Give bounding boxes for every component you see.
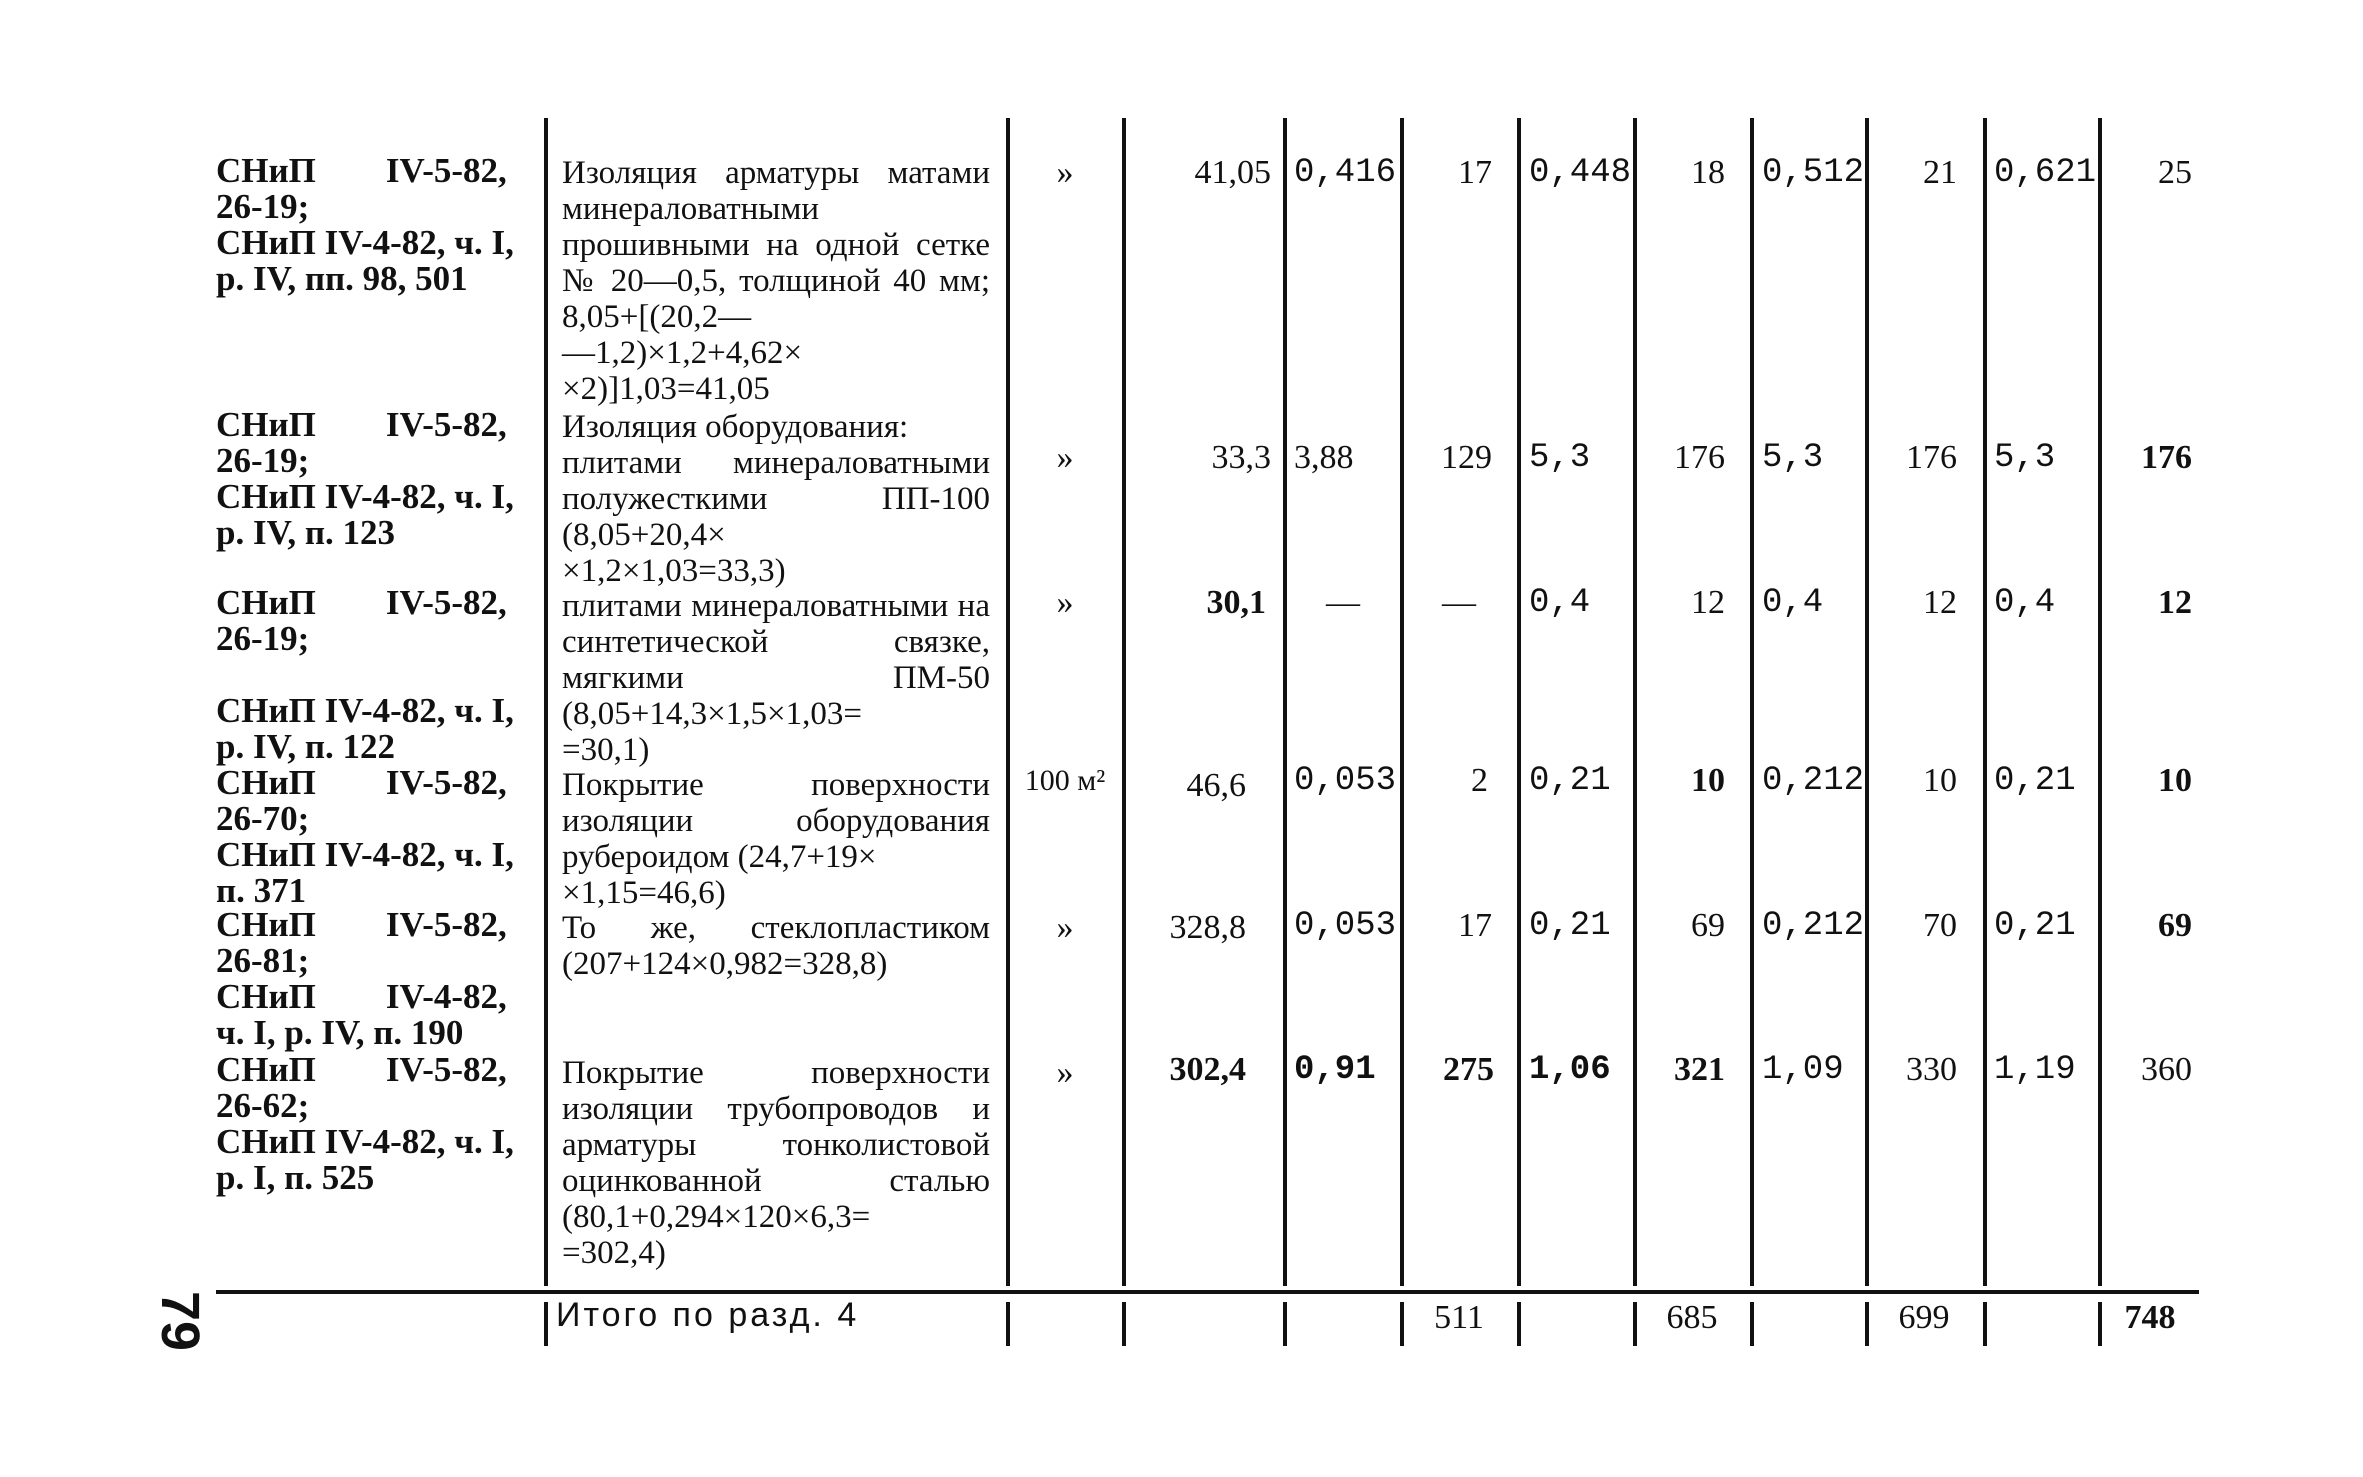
row4-reference: СНиП IV-5-82, 26-70; СНиП IV-4-82, ч. I, п. 371 bbox=[216, 763, 514, 910]
row6-b1: 275 bbox=[1443, 1051, 1494, 1088]
row1-description: Изоляция арматуры матами минераловатными прошивными на одной сетке № 20—0,5, толщиной 40 мм; 8,05+[(20,2— —1,2)×1,2+4,62× ×2)]1,03=41,05 bbox=[562, 155, 990, 407]
total-label: Итого по разд. 4 bbox=[556, 1296, 860, 1334]
row5-b3: 70 bbox=[1923, 907, 1957, 944]
total-rule bbox=[1006, 1302, 1010, 1346]
row2-a3: 5,3 bbox=[1762, 439, 1824, 477]
row6-a4: 1,19 bbox=[1994, 1051, 2076, 1089]
row3-a3: 0,4 bbox=[1762, 584, 1824, 622]
column-rule bbox=[544, 118, 548, 1286]
row1-reference: СНиП IV-5-82, 26-19; СНиП IV-4-82, ч. I, р. IV, пп. 98, 501 bbox=[216, 151, 514, 298]
column-rule bbox=[1400, 118, 1404, 1286]
row2-a2: 5,3 bbox=[1529, 439, 1591, 477]
column-rule bbox=[1122, 118, 1126, 1286]
row2-unit: » bbox=[1056, 439, 1074, 476]
row3-a2: 0,4 bbox=[1529, 584, 1591, 622]
row5-a1: 0,053 bbox=[1294, 907, 1397, 945]
row2-a1: 3,88 bbox=[1294, 439, 1354, 476]
column-rule bbox=[1517, 118, 1521, 1286]
row6-reference: СНиП IV-5-82, 26-62; СНиП IV-4-82, ч. I, р. I, п. 525 bbox=[216, 1050, 514, 1197]
row1-a2: 0,448 bbox=[1529, 154, 1632, 192]
row6-quantity: 302,4 bbox=[1169, 1051, 1246, 1088]
row4-b3: 10 bbox=[1923, 762, 1957, 799]
row6-b3: 330 bbox=[1906, 1051, 1957, 1088]
row3-a1: — bbox=[1326, 584, 1360, 621]
total-rule bbox=[1750, 1302, 1754, 1346]
row4-quantity: 46,6 bbox=[1186, 767, 1246, 804]
total-rule bbox=[1983, 1302, 1987, 1346]
row1-unit: » bbox=[1056, 154, 1074, 191]
column-rule bbox=[1006, 118, 1010, 1286]
row4-a2: 0,21 bbox=[1529, 762, 1611, 800]
row3-reference-continued: СНиП IV-4-82, ч. I, р. IV, п. 122 bbox=[216, 691, 514, 766]
row2-description: Изоляция оборудования: плитами минераловатными полужесткими ПП-100 (8,05+20,4× ×1,2×1,03=33,3) bbox=[562, 409, 990, 589]
row3-b1: — bbox=[1442, 584, 1476, 621]
row5-a2: 0,21 bbox=[1529, 907, 1611, 945]
row1-a3: 0,512 bbox=[1762, 154, 1865, 192]
row3-b4: 12 bbox=[2158, 584, 2192, 621]
row6-description: Покрытие поверхности изоляции трубопроводов и арматуры тонколистовой оцинкованной сталью (80,1+0,294×120×6,3= =302,4) bbox=[562, 1055, 990, 1271]
row3-quantity: 30,1 bbox=[1206, 584, 1266, 621]
row1-quantity: 41,05 bbox=[1194, 154, 1271, 191]
row5-b2: 69 bbox=[1691, 907, 1725, 944]
row3-b2: 12 bbox=[1691, 584, 1725, 621]
row5-reference: СНиП IV-5-82, 26-81; СНиП IV-4-82, ч. I, р. IV, п. 190 bbox=[216, 905, 507, 1052]
column-rule bbox=[1750, 118, 1754, 1286]
row4-unit: 100 м² bbox=[1024, 764, 1106, 797]
total-rule bbox=[1517, 1302, 1521, 1346]
row1-b3: 21 bbox=[1923, 154, 1957, 191]
column-rule bbox=[1983, 118, 1987, 1286]
row1-b2: 18 bbox=[1691, 154, 1725, 191]
row2-b3: 176 bbox=[1906, 439, 1957, 476]
row4-a4: 0,21 bbox=[1994, 762, 2076, 800]
row6-a3: 1,09 bbox=[1762, 1051, 1844, 1089]
row1-b1: 17 bbox=[1458, 154, 1492, 191]
total-separator bbox=[216, 1290, 2199, 1294]
row3-description: плитами минераловатными на синтетической связке, мягкими ПМ-50 (8,05+14,3×1,5×1,03= =30,1) bbox=[562, 588, 990, 768]
column-rule bbox=[2098, 118, 2102, 1286]
row4-a1: 0,053 bbox=[1294, 762, 1397, 800]
row1-a1: 0,416 bbox=[1294, 154, 1397, 192]
column-rule bbox=[1283, 118, 1287, 1286]
row5-unit: » bbox=[1056, 909, 1074, 946]
row2-reference: СНиП IV-5-82, 26-19; СНиП IV-4-82, ч. I, р. IV, п. 123 bbox=[216, 405, 514, 552]
row3-b3: 12 bbox=[1923, 584, 1957, 621]
row6-a1: 0,91 bbox=[1294, 1051, 1376, 1089]
total-rule bbox=[544, 1302, 548, 1346]
row5-a3: 0,212 bbox=[1762, 907, 1865, 945]
row5-quantity: 328,8 bbox=[1169, 909, 1246, 946]
page-number: 79 bbox=[150, 1290, 211, 1352]
row6-a2: 1,06 bbox=[1529, 1051, 1611, 1089]
row3-a4: 0,4 bbox=[1994, 584, 2056, 622]
row4-description: Покрытие поверхности изоляции оборудования рубероидом (24,7+19× ×1,15=46,6) bbox=[562, 767, 990, 911]
row2-b2: 176 bbox=[1674, 439, 1725, 476]
row4-a3: 0,212 bbox=[1762, 762, 1865, 800]
total-b4: 748 bbox=[2124, 1299, 2176, 1336]
column-rule bbox=[1865, 118, 1869, 1286]
row6-unit: » bbox=[1056, 1054, 1074, 1091]
row5-description: То же, стеклопластиком (207+124×0,982=328,8) bbox=[562, 910, 990, 982]
total-b3: 699 bbox=[1898, 1299, 1950, 1336]
total-rule bbox=[1283, 1302, 1287, 1346]
row2-quantity: 33,3 bbox=[1211, 439, 1271, 476]
row2-b1: 129 bbox=[1441, 439, 1492, 476]
row5-a4: 0,21 bbox=[1994, 907, 2076, 945]
row1-b4: 25 bbox=[2158, 154, 2192, 191]
row2-b4: 176 bbox=[2141, 439, 2192, 476]
row6-b4: 360 bbox=[2141, 1051, 2192, 1088]
row4-b1: 2 bbox=[1471, 762, 1488, 799]
row4-b2: 10 bbox=[1691, 762, 1725, 799]
row4-b4: 10 bbox=[2158, 762, 2192, 799]
column-rule bbox=[1633, 118, 1637, 1286]
row6-b2: 321 bbox=[1674, 1051, 1725, 1088]
row3-unit: » bbox=[1056, 584, 1074, 621]
total-b1: 511 bbox=[1434, 1299, 1484, 1336]
total-rule bbox=[1122, 1302, 1126, 1346]
total-b2: 685 bbox=[1666, 1299, 1718, 1336]
row5-b1: 17 bbox=[1458, 907, 1492, 944]
row1-a4: 0,621 bbox=[1994, 154, 2097, 192]
row2-a4: 5,3 bbox=[1994, 439, 2056, 477]
row5-b4: 69 bbox=[2158, 907, 2192, 944]
row3-reference: СНиП IV-5-82, 26-19; bbox=[216, 583, 507, 658]
